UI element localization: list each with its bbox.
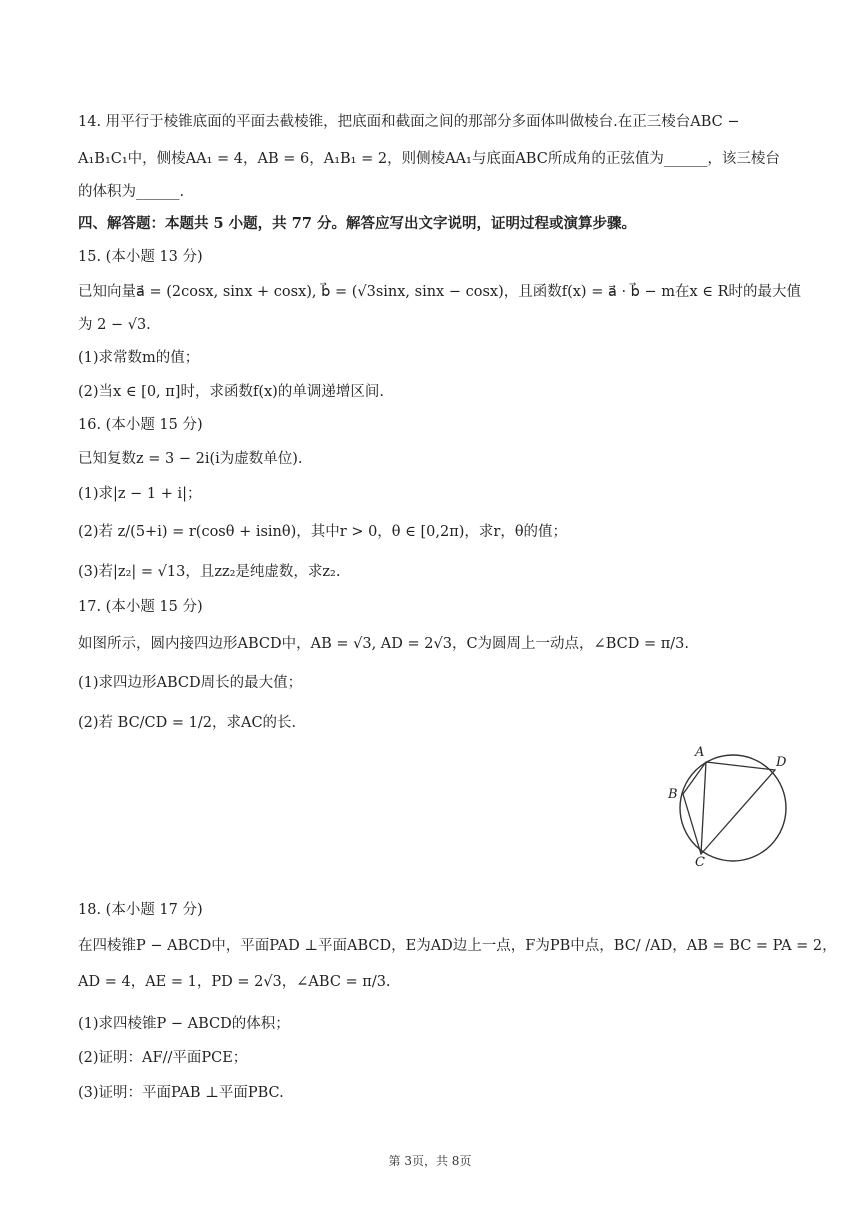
- section-heading: 四、解答题：本题共 5 小题，共 77 分。解答应写出文字说明，证明过程或演算步骤。: [78, 215, 636, 232]
- q18-part3: (3)证明：平面PAB ⊥平面PBC.: [78, 1085, 284, 1101]
- q14-line1: 14. 用平行于棱锥底面的平面去截棱锥，把底面和截面之间的那部分多面体叫做棱台.在正三棱台ABC −: [78, 114, 740, 130]
- label-d: D: [776, 755, 787, 770]
- q17-part1: (1)求四边形ABCD周长的最大值；: [78, 675, 303, 691]
- inscribed-quadrilateral-figure: [655, 738, 805, 868]
- q15-header: 15. (本小题 13 分): [78, 249, 203, 265]
- q14-line3: 的体积为______.: [78, 184, 185, 200]
- label-b: B: [668, 787, 678, 802]
- quadrilateral-abcd: [683, 762, 775, 854]
- label-a: A: [695, 745, 705, 760]
- diagonal-ac: [701, 762, 706, 854]
- q16-part2: (2)若 z/(5+i) = r(cosθ + isinθ)，其中r > 0，θ ∈ [0,2π)，求r，θ的值；: [78, 524, 568, 540]
- q18-part1: (1)求四棱锥P − ABCD的体积；: [78, 1016, 290, 1032]
- q17-header: 17. (本小题 15 分): [78, 599, 203, 615]
- q15-part1: (1)求常数m的值；: [78, 350, 200, 366]
- q15-line2: 为 2 − √3.: [78, 317, 151, 333]
- q18-header: 18. (本小题 17 分): [78, 902, 203, 918]
- q14-line2: A₁B₁C₁中，侧棱AA₁ = 4，AB = 6，A₁B₁ = 2，则侧棱AA₁与底面ABC所成角的正弦值为______，该三棱台: [78, 151, 780, 167]
- q15-part2: (2)当x ∈ [0, π]时，求函数f(x)的单调递增区间.: [78, 384, 384, 400]
- page-footer: 第 3页，共 8页: [388, 1154, 472, 1168]
- circle-outline: [680, 755, 786, 861]
- q17-part2: (2)若 BC/CD = 1/2，求AC的长.: [78, 715, 297, 731]
- label-c: C: [695, 855, 705, 868]
- q16-header: 16. (本小题 15 分): [78, 417, 203, 433]
- q18-line1: 在四棱锥P − ABCD中，平面PAD ⊥平面ABCD，E为AD边上一点，F为PB中点，BC/ /AD，AB = BC = PA = 2，: [78, 938, 837, 954]
- q15-line1: 已知向量a⃗ = (2cosx, sinx + cosx), b⃗ = (√3sinx, sinx − cosx)，且函数f(x) = a⃗ · b⃗ − m在x ∈ R时的最大值: [78, 284, 802, 300]
- q17-line1: 如图所示，圆内接四边形ABCD中，AB = √3, AD = 2√3，C为圆周上一动点，∠BCD = π/3.: [78, 636, 689, 652]
- q18-line2: AD = 4，AE = 1，PD = 2√3，∠ABC = π/3.: [78, 974, 391, 990]
- q16-part3: (3)若|z₂| = √13，且zz₂是纯虚数，求z₂.: [78, 564, 341, 580]
- q16-line1: 已知复数z = 3 − 2i(i为虚数单位).: [78, 451, 303, 467]
- q18-part2: (2)证明：AF//平面PCE；: [78, 1050, 248, 1066]
- q16-part1: (1)求|z − 1 + i|；: [78, 486, 202, 502]
